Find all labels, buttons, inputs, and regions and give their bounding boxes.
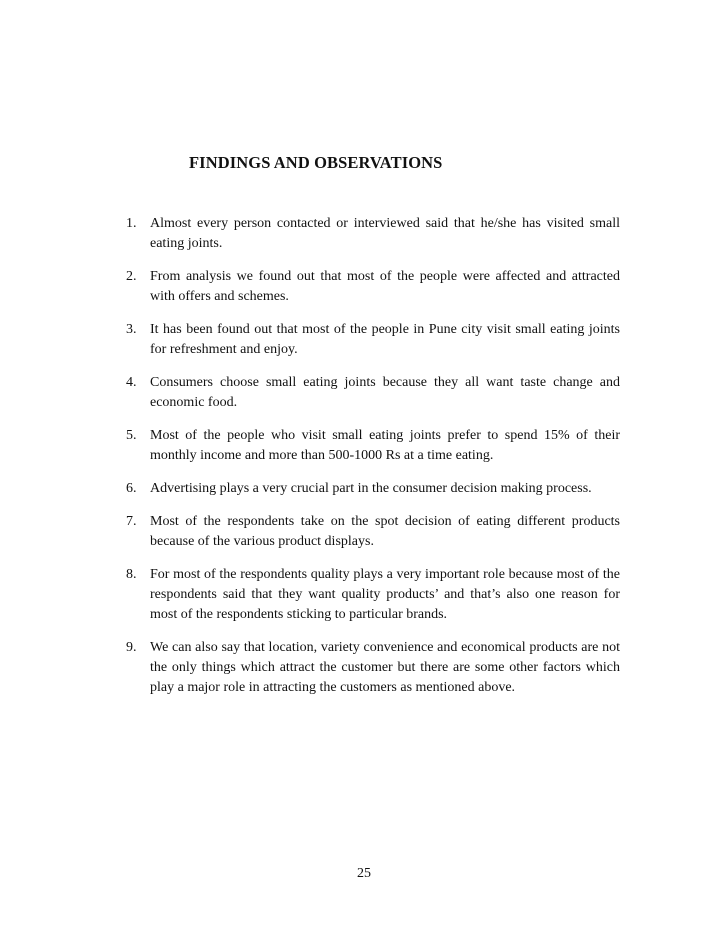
finding-number: 2.: [126, 269, 137, 284]
finding-text: Most of the people who visit small eating joints prefer to spend 15% of their monthly income and more than 500-1000 Rs at a time eating.: [150, 428, 620, 463]
finding-number: 9.: [126, 640, 137, 655]
page-number: 25: [357, 866, 371, 881]
finding-text: Consumers choose small eating joints because they all want taste change and economic food.: [150, 375, 620, 410]
finding-item-9: [126, 638, 620, 698]
finding-text: We can also say that location, variety convenience and economical products are not the only things which attract the customer but there are some other factors which play a major role in attracting the customers as mentioned above.: [150, 640, 620, 695]
finding-text: For most of the respondents quality plays a very important role because most of the respondents said that they want quality products’ and that’s also one reason for most of the respondents sticking to particular brands.: [150, 567, 620, 622]
page-title: FINDINGS AND OBSERVATIONS: [189, 153, 443, 172]
finding-text: It has been found out that most of the people in Pune city visit small eating joints for refreshment and enjoy.: [150, 322, 620, 357]
finding-text: Most of the respondents take on the spot decision of eating different products because of the various product displays.: [150, 514, 620, 549]
finding-item-4: [126, 373, 620, 413]
finding-item-3: [126, 320, 620, 360]
finding-item-1: [126, 214, 620, 254]
finding-item-5: [126, 426, 620, 466]
finding-number: 7.: [126, 514, 137, 529]
finding-number: 1.: [126, 216, 137, 231]
finding-number: 5.: [126, 428, 137, 443]
finding-text: Advertising plays a very crucial part in the consumer decision making process.: [150, 481, 592, 496]
finding-item-8: [126, 565, 620, 625]
findings-list: [126, 214, 620, 711]
finding-number: 6.: [126, 481, 137, 496]
finding-item-7: [126, 512, 620, 552]
finding-item-2: [126, 267, 620, 307]
finding-text: From analysis we found out that most of the people were affected and attracted with offers and schemes.: [150, 269, 620, 304]
finding-number: 4.: [126, 375, 137, 390]
finding-number: 3.: [126, 322, 137, 337]
finding-text: Almost every person contacted or interviewed said that he/she has visited small eating joints.: [150, 216, 620, 251]
finding-item-6: [126, 479, 620, 499]
finding-number: 8.: [126, 567, 137, 582]
